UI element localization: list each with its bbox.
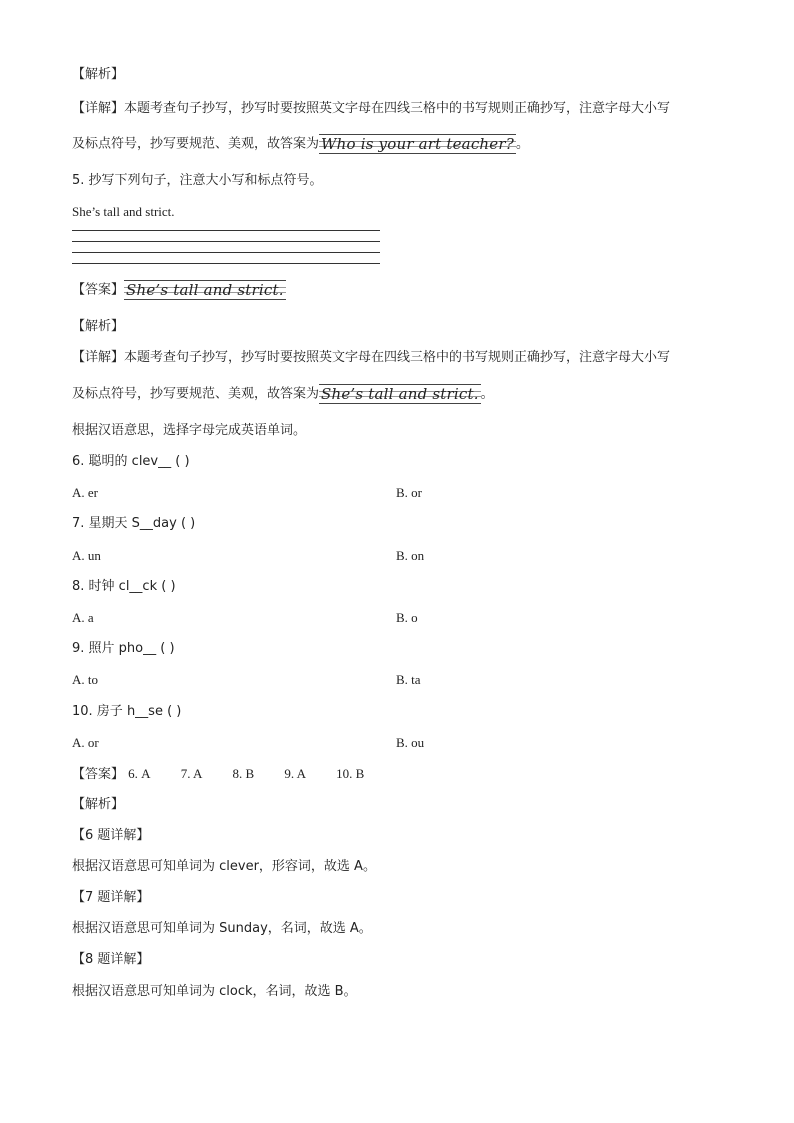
option-a: A. to <box>72 672 98 687</box>
option-a: A. or <box>72 735 99 750</box>
question-5-sentence: She’s tall and strict. <box>72 204 175 219</box>
answer-item: 10. B <box>336 766 365 781</box>
question-stem: 8. 时钟 cl__ck ( ) <box>72 579 176 594</box>
answer-handwriting: She’s tall and strict. <box>126 281 284 299</box>
explanation-text: 根据汉语意思可知单词为 clever，形容词，故选 A。 <box>72 859 376 874</box>
option-b: B. ta <box>396 672 421 687</box>
answer-handwriting: She’s tall and strict. <box>321 385 479 403</box>
option-b: B. on <box>396 548 425 563</box>
analysis-label: 【解析】 <box>72 319 125 334</box>
option-a: A. er <box>72 485 98 500</box>
option-b: B. o <box>396 610 418 625</box>
option-b: B. or <box>396 485 422 500</box>
question-stem: 6. 聪明的 clev__ ( ) <box>72 454 190 469</box>
option-b: B. ou <box>396 735 425 750</box>
question-stem: 10. 房子 h__se ( ) <box>72 704 182 719</box>
analysis-label: 【解析】 <box>72 797 125 812</box>
detail-text-cont: 及标点符号，抄写要规范、美观，故答案为 <box>72 136 320 152</box>
question-stem: 9. 照片 pho__ ( ) <box>72 641 175 656</box>
detail-text: 【详解】本题考查句子抄写，抄写时要按照英文字母在四线三格中的书写规则正确抄写，注意字母大小写 <box>72 101 671 116</box>
answer-item: 9. A <box>284 766 306 781</box>
grid-line <box>72 252 380 253</box>
four-line-grid <box>72 230 380 274</box>
option-a: A. a <box>72 610 94 625</box>
answer-label: 【答案】 <box>72 767 125 782</box>
explanation-title: 【6 题详解】 <box>72 828 150 843</box>
question-5-answer <box>72 280 286 300</box>
answer-item: 8. B <box>232 766 255 781</box>
end-mark: 。 <box>515 136 529 152</box>
end-mark: 。 <box>480 386 494 402</box>
explanation-title: 【7 题详解】 <box>72 890 150 905</box>
grid-line <box>72 263 380 264</box>
detail-text-line2 <box>72 134 529 154</box>
answers-row <box>72 765 364 784</box>
answer-item: 7. A <box>180 766 203 781</box>
detail-text-cont: 及标点符号，抄写要规范、美观，故答案为 <box>72 386 320 402</box>
option-a: A. un <box>72 548 101 563</box>
question-5-prompt: 5. 抄写下列句子，注意大小写和标点符号。 <box>72 173 323 188</box>
question-stem: 7. 星期天 S__day ( ) <box>72 516 196 531</box>
detail-text-line2 <box>72 384 494 404</box>
grid-line <box>72 230 380 231</box>
grid-line <box>72 241 380 242</box>
explanation-title: 【8 题详解】 <box>72 952 150 967</box>
answer-handwriting: Who is your art teacher? <box>321 135 514 153</box>
answer-label: 【答案】 <box>72 282 125 298</box>
answer-item: 6. A <box>128 766 151 781</box>
analysis-label: 【解析】 <box>72 67 125 82</box>
section-instruction: 根据汉语意思，选择字母完成英语单词。 <box>72 423 307 438</box>
explanation-text: 根据汉语意思可知单词为 clock，名词，故选 B。 <box>72 984 357 999</box>
explanation-text: 根据汉语意思可知单词为 Sunday，名词，故选 A。 <box>72 921 372 936</box>
detail-text: 【详解】本题考查句子抄写，抄写时要按照英文字母在四线三格中的书写规则正确抄写，注意字母大小写 <box>72 350 671 365</box>
